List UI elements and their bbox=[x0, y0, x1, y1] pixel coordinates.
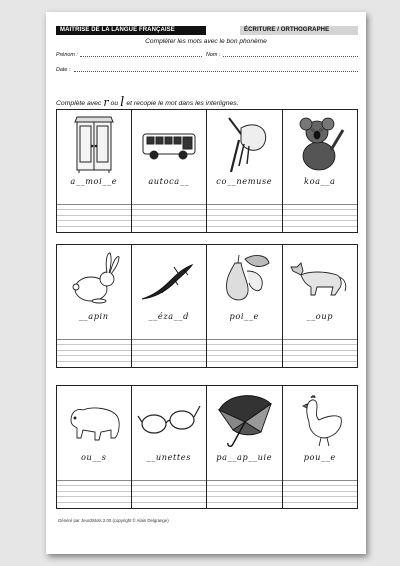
writing-lines[interactable] bbox=[207, 199, 282, 229]
footer-credit: Généré par Jeux2Mots 2.00 (copyright © Alain Delgrange) bbox=[58, 518, 169, 523]
writing-lines[interactable] bbox=[57, 334, 131, 364]
writing-lines[interactable] bbox=[57, 199, 131, 229]
word-to-complete: autoca__ bbox=[148, 176, 190, 186]
prenom-label: Prénom : bbox=[56, 52, 78, 58]
instruction-text bbox=[56, 95, 239, 110]
writing-lines[interactable] bbox=[207, 475, 282, 505]
writing-lines[interactable] bbox=[132, 199, 207, 229]
writing-lines[interactable] bbox=[132, 334, 207, 364]
writing-lines[interactable] bbox=[283, 334, 358, 364]
lizard-icon bbox=[136, 249, 202, 309]
bagpipe-icon bbox=[211, 114, 277, 174]
exercise-card bbox=[56, 244, 132, 368]
exercise-card bbox=[207, 385, 283, 509]
word-to-complete: pa__ap__uie bbox=[216, 452, 273, 462]
umbrella-icon bbox=[211, 390, 277, 450]
exercise-card bbox=[132, 109, 208, 233]
header-topic: ÉCRITURE / ORTHOGRAPHE bbox=[240, 26, 358, 35]
pear-icon bbox=[211, 249, 277, 309]
exercise-card bbox=[132, 385, 208, 509]
exercise-card bbox=[207, 244, 283, 368]
writing-lines[interactable] bbox=[283, 475, 358, 505]
word-to-complete: co__nemuse bbox=[216, 176, 273, 186]
letter-l-glyph: l bbox=[120, 95, 125, 110]
exercise-card bbox=[132, 244, 208, 368]
worksheet-page bbox=[46, 12, 366, 554]
writing-lines[interactable] bbox=[57, 475, 131, 505]
exercise-card bbox=[207, 109, 283, 233]
bus-icon bbox=[136, 114, 202, 174]
word-to-complete: koa__a bbox=[304, 176, 336, 186]
header-subject: MAITRISE DE LA LANGUE FRANÇAISE bbox=[56, 26, 206, 35]
instruction-after: et recopie le mot dans les interlignes. bbox=[126, 100, 239, 107]
instruction-before: Complète avec bbox=[56, 100, 102, 107]
exercise-card bbox=[56, 109, 132, 233]
instruction-middle: ou bbox=[110, 100, 119, 107]
wardrobe-icon bbox=[61, 114, 127, 174]
exercise-card bbox=[56, 385, 132, 509]
exercise-row-3 bbox=[56, 385, 358, 509]
hen-icon bbox=[287, 390, 353, 450]
writing-lines[interactable] bbox=[132, 475, 207, 505]
rabbit-icon bbox=[61, 249, 127, 309]
nom-line[interactable] bbox=[223, 56, 358, 57]
writing-lines[interactable] bbox=[207, 334, 282, 364]
koala-icon bbox=[287, 114, 353, 174]
exercise-card bbox=[283, 385, 359, 509]
word-to-complete: a__moi__e bbox=[70, 176, 118, 186]
exercise-card bbox=[283, 244, 359, 368]
letter-r-glyph: r bbox=[103, 96, 109, 109]
wolf-icon bbox=[287, 249, 353, 309]
nom-label: Nom : bbox=[206, 52, 221, 58]
word-to-complete: __oup bbox=[306, 311, 334, 321]
date-line[interactable] bbox=[74, 71, 358, 72]
word-to-complete: poi__e bbox=[229, 311, 259, 321]
word-to-complete: __apin bbox=[78, 311, 109, 321]
glasses-icon bbox=[136, 390, 202, 450]
word-to-complete: ou__s bbox=[80, 452, 107, 462]
exercise-card bbox=[283, 109, 359, 233]
exercise-row-2 bbox=[56, 244, 358, 368]
worksheet-subtitle: Compléter les mots avec le bon phonème bbox=[145, 38, 267, 45]
word-to-complete: pou__e bbox=[303, 452, 336, 462]
writing-lines[interactable] bbox=[283, 199, 358, 229]
exercise-row-1 bbox=[56, 109, 358, 233]
prenom-line[interactable] bbox=[80, 56, 202, 57]
polar-bear-icon bbox=[61, 390, 127, 450]
word-to-complete: __éza__d bbox=[148, 311, 189, 321]
word-to-complete: __unettes bbox=[146, 452, 192, 462]
date-label: Date : bbox=[56, 67, 71, 73]
